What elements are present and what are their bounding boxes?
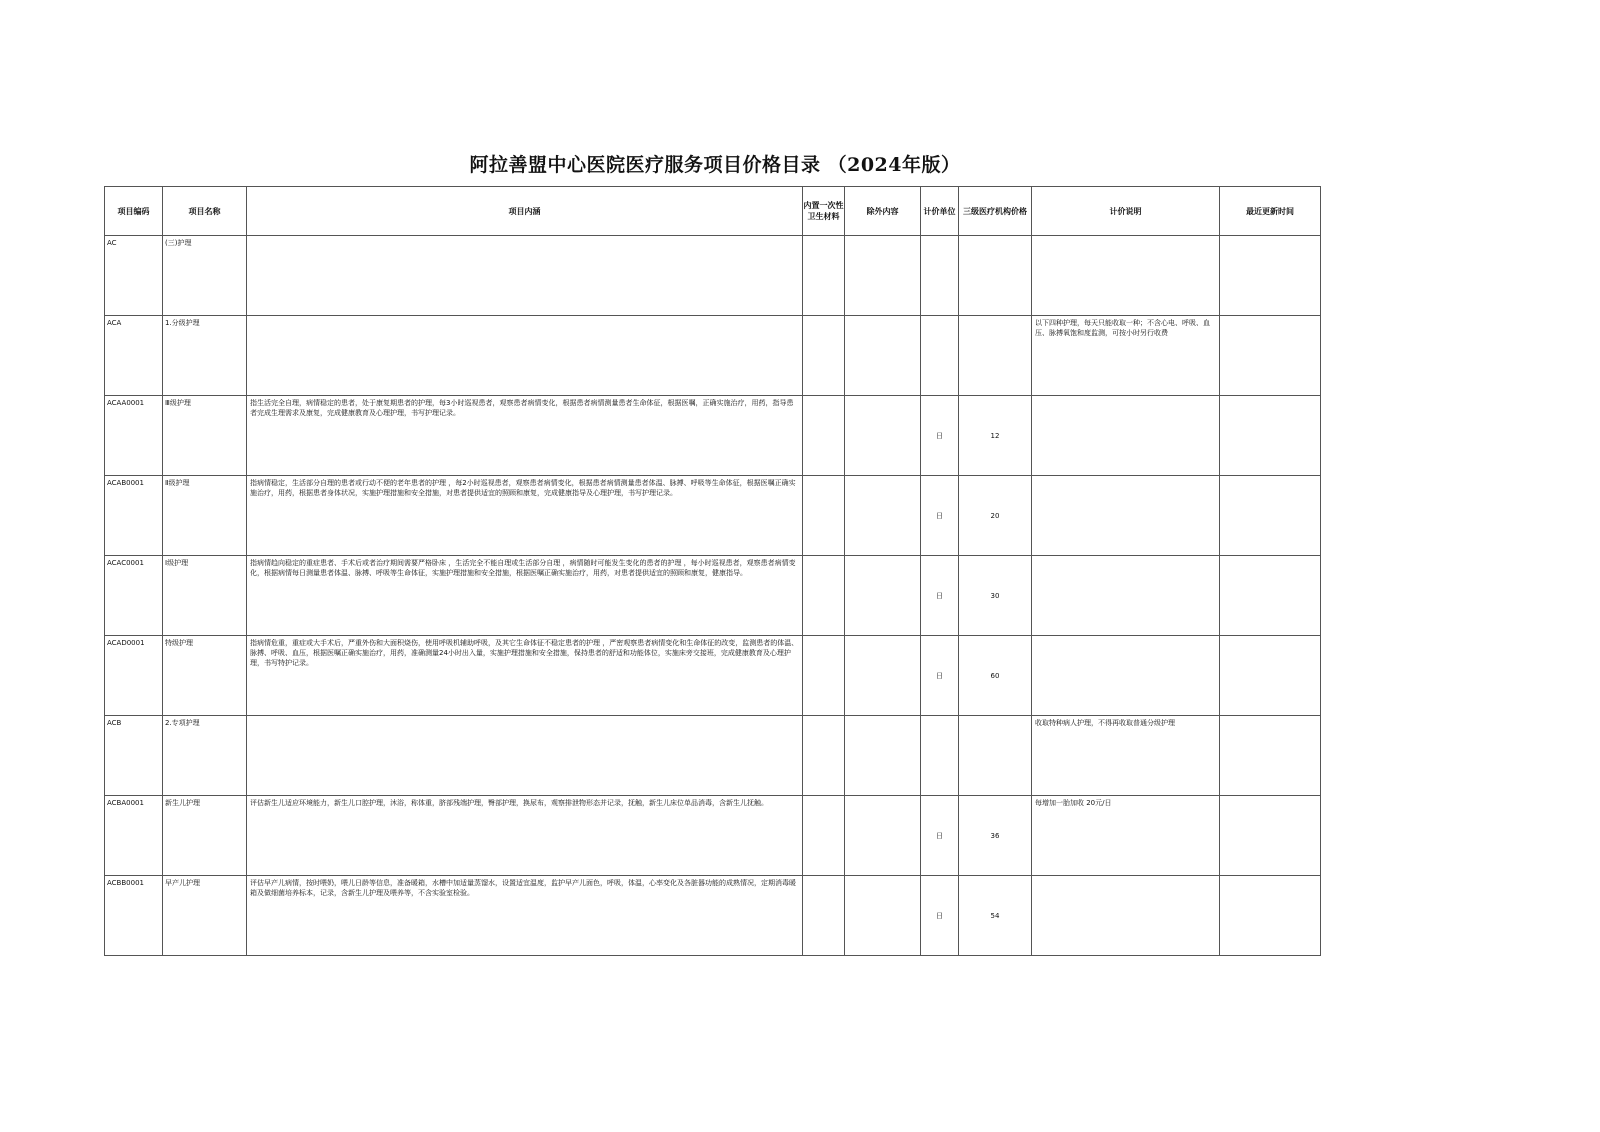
cell-code: ACA bbox=[105, 316, 163, 396]
cell-content: 评估新生儿适应环境能力，新生儿口腔护理，沐浴，称体重，脐部残端护理，臀部护理，换尿布，观察排泄物形态并记录，抚触，新生儿床位单品消毒，含新生儿抚触。 bbox=[247, 796, 803, 876]
table-row bbox=[105, 716, 1321, 796]
cell-code: ACAC0001 bbox=[105, 556, 163, 636]
cell-updated bbox=[1220, 556, 1321, 636]
cell-content: 评估早产儿病情，按时喂奶，喂儿日龄等信息，准备暖箱，水槽中加适量蒸馏水，设置适宜温度，监护早产儿面色，呼吸，体温，心率变化及各脏器功能的成熟情况，定期消毒暖箱及做细菌培养标本，记录，含新生儿护理及喂养等，不含实验室检验。 bbox=[247, 876, 803, 956]
cell-unit: 日 bbox=[921, 636, 959, 716]
document-title: 阿拉善盟中心医院医疗服务项目价格目录 （2024年版） bbox=[469, 154, 961, 176]
table-row bbox=[105, 796, 1321, 876]
cell-excluded bbox=[845, 476, 921, 556]
price-catalog-table bbox=[104, 186, 1321, 956]
cell-updated bbox=[1220, 876, 1321, 956]
cell-updated bbox=[1220, 236, 1321, 316]
cell-price: 60 bbox=[959, 636, 1032, 716]
cell-note bbox=[1032, 396, 1220, 476]
cell-excluded bbox=[845, 716, 921, 796]
cell-unit bbox=[921, 316, 959, 396]
header-content: 项目内涵 bbox=[247, 187, 803, 236]
cell-updated bbox=[1220, 636, 1321, 716]
header-code: 项目编码 bbox=[105, 187, 163, 236]
cell-updated bbox=[1220, 396, 1321, 476]
cell-code: ACAD0001 bbox=[105, 636, 163, 716]
cell-code: ACAB0001 bbox=[105, 476, 163, 556]
cell-price bbox=[959, 236, 1032, 316]
cell-content: 指生活完全自理，病情稳定的患者，处于康复期患者的护理，每3小时巡视患者，观察患者病情变化，根据患者病情测量患者生命体征，根据医嘱，正确实施治疗，用药，指导患者完成生理需求及康复，完成健康教育及心理护理，书写护理记录。 bbox=[247, 396, 803, 476]
cell-note: 收取特种病人护理，不得再收取普通分级护理 bbox=[1032, 716, 1220, 796]
cell-name: 1.分级护理 bbox=[163, 316, 247, 396]
cell-note bbox=[1032, 636, 1220, 716]
table-header-row bbox=[105, 187, 1321, 236]
table-row bbox=[105, 476, 1321, 556]
table-row bbox=[105, 556, 1321, 636]
header-excluded: 除外内容 bbox=[845, 187, 921, 236]
table-row bbox=[105, 396, 1321, 476]
cell-material bbox=[803, 236, 845, 316]
cell-unit: 日 bbox=[921, 796, 959, 876]
cell-note bbox=[1032, 476, 1220, 556]
cell-material bbox=[803, 716, 845, 796]
cell-price: 12 bbox=[959, 396, 1032, 476]
cell-name: 特级护理 bbox=[163, 636, 247, 716]
cell-material bbox=[803, 636, 845, 716]
cell-name: (三)护理 bbox=[163, 236, 247, 316]
cell-updated bbox=[1220, 716, 1321, 796]
cell-updated bbox=[1220, 476, 1321, 556]
cell-content bbox=[247, 316, 803, 396]
cell-code: ACAA0001 bbox=[105, 396, 163, 476]
table-row bbox=[105, 876, 1321, 956]
cell-note: 每增加一胎加收 20元/日 bbox=[1032, 796, 1220, 876]
cell-unit bbox=[921, 716, 959, 796]
cell-content: 指病情稳定，生活部分自理的患者或行动不便的老年患者的护理 ，每2小时巡视患者，观察患者病情变化，根据患者病情测量患者体温、脉搏、呼吸等生命体征，根据医嘱正确实施治疗，用药，根据患者身体状况，实施护理措施和安全措施，对患者提供适宜的照顾和康复，完成健康指导及心理护理，书写护理记录。 bbox=[247, 476, 803, 556]
cell-content bbox=[247, 716, 803, 796]
cell-updated bbox=[1220, 316, 1321, 396]
cell-material bbox=[803, 876, 845, 956]
cell-material bbox=[803, 396, 845, 476]
header-updated: 最近更新时间 bbox=[1220, 187, 1321, 236]
cell-updated bbox=[1220, 796, 1321, 876]
cell-name: 早产儿护理 bbox=[163, 876, 247, 956]
cell-excluded bbox=[845, 236, 921, 316]
cell-note bbox=[1032, 236, 1220, 316]
cell-name: Ⅲ级护理 bbox=[163, 396, 247, 476]
cell-excluded bbox=[845, 876, 921, 956]
cell-note bbox=[1032, 556, 1220, 636]
cell-note: 以下四种护理，每天只能收取一种；不含心电、呼吸、血压、脉搏氧饱和度监测，可按小时另行收费 bbox=[1032, 316, 1220, 396]
cell-content bbox=[247, 236, 803, 316]
cell-price bbox=[959, 316, 1032, 396]
table-row bbox=[105, 316, 1321, 396]
cell-unit: 日 bbox=[921, 476, 959, 556]
cell-code: AC bbox=[105, 236, 163, 316]
cell-name: 2.专项护理 bbox=[163, 716, 247, 796]
table-row bbox=[105, 636, 1321, 716]
cell-price: 20 bbox=[959, 476, 1032, 556]
cell-unit: 日 bbox=[921, 396, 959, 476]
cell-code: ACB bbox=[105, 716, 163, 796]
cell-price bbox=[959, 716, 1032, 796]
header-price: 三级医疗机构价格 bbox=[959, 187, 1032, 236]
header-unit: 计价单位 bbox=[921, 187, 959, 236]
cell-price: 30 bbox=[959, 556, 1032, 636]
cell-name: 新生儿护理 bbox=[163, 796, 247, 876]
cell-material bbox=[803, 476, 845, 556]
cell-excluded bbox=[845, 796, 921, 876]
cell-name: Ⅱ级护理 bbox=[163, 476, 247, 556]
cell-note bbox=[1032, 876, 1220, 956]
cell-unit: 日 bbox=[921, 876, 959, 956]
cell-excluded bbox=[845, 636, 921, 716]
cell-price: 54 bbox=[959, 876, 1032, 956]
cell-excluded bbox=[845, 316, 921, 396]
cell-price: 36 bbox=[959, 796, 1032, 876]
cell-code: ACBA0001 bbox=[105, 796, 163, 876]
cell-unit bbox=[921, 236, 959, 316]
header-name: 项目名称 bbox=[163, 187, 247, 236]
cell-excluded bbox=[845, 396, 921, 476]
cell-excluded bbox=[845, 556, 921, 636]
header-note: 计价说明 bbox=[1032, 187, 1220, 236]
table-row bbox=[105, 236, 1321, 316]
cell-unit: 日 bbox=[921, 556, 959, 636]
cell-material bbox=[803, 796, 845, 876]
cell-material bbox=[803, 556, 845, 636]
cell-content: 指病情趋向稳定的重症患者、手术后或者治疗期间需要严格卧床 ，生活完全不能自理或生活部分自理 ，病情随时可能发生变化的患者的护理 ，每小时巡视患者，观察患者病情变化，根据病情每日测量患者体温、脉搏、呼吸等生命体征，实施护理措施和安全措施，根据医嘱正确实施治疗，用药，对患者提供适宜的照顾和康复，健康指导。 bbox=[247, 556, 803, 636]
cell-code: ACBB0001 bbox=[105, 876, 163, 956]
cell-name: Ⅰ级护理 bbox=[163, 556, 247, 636]
header-material: 内置一次性卫生材料 bbox=[803, 187, 845, 236]
cell-material bbox=[803, 316, 845, 396]
cell-content: 指病情危重，重症或大手术后，严重外伤和大面积烧伤，使用呼吸机辅助呼吸，及其它生命体征不稳定患者的护理 ，严密观察患者病情变化和生命体征的改变，监测患者的体温、脉搏、呼吸、血压，根据医嘱正确实施治疗，用药，准确测量24小时出入量，实施护理措施和安全措施，保持患者的舒适和功能体位，实施床旁交接班，完成健康教育及心理护理，书写特护记录。 bbox=[247, 636, 803, 716]
